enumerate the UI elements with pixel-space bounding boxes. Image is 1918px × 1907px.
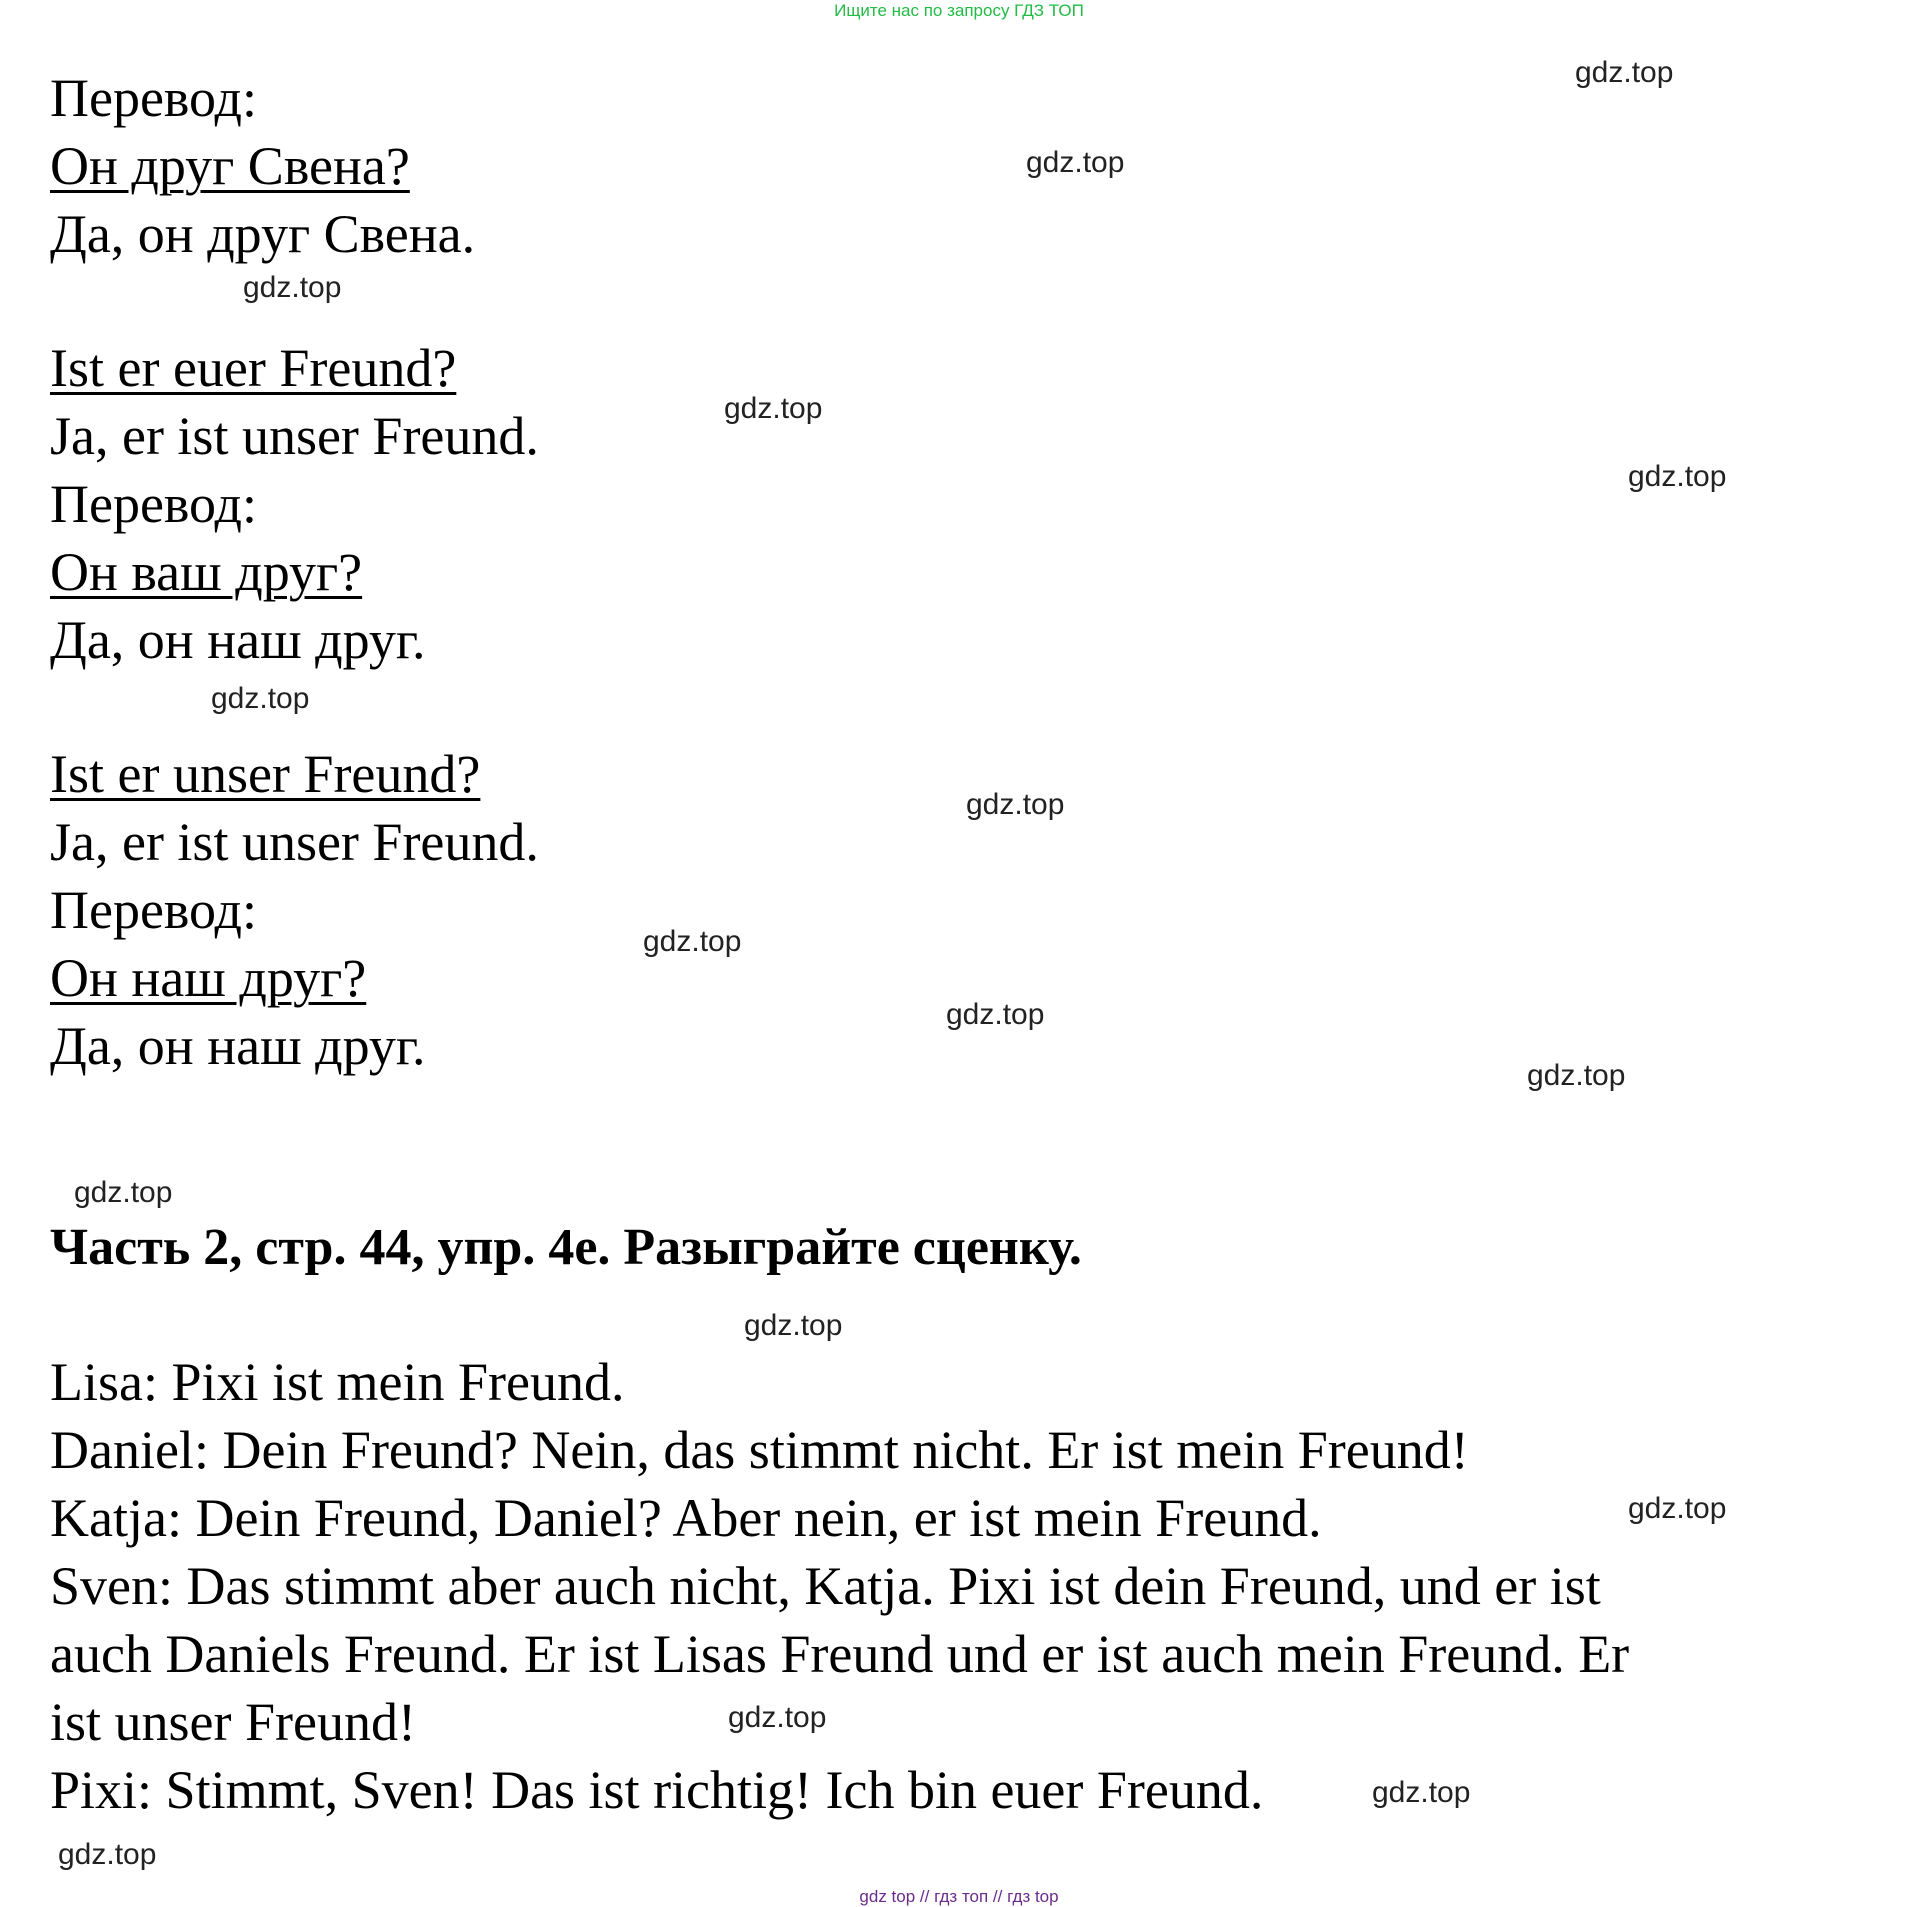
block3-label: Перевод: (50, 880, 257, 940)
top-banner: Ищите нас по запросу ГДЗ ТОП (834, 1, 1084, 20)
watermark: gdz.top (946, 998, 1045, 1031)
watermark: gdz.top (1628, 1492, 1727, 1525)
watermark: gdz.top (1527, 1059, 1626, 1092)
dialogue-line: Daniel: Dein Freund? Nein, das stimmt nicht. Er ist mein Freund! (50, 1420, 1469, 1480)
watermark: gdz.top (966, 788, 1065, 821)
watermark: gdz.top (58, 1838, 157, 1871)
watermark: gdz.top (1575, 56, 1674, 89)
watermark: gdz.top (724, 392, 823, 425)
dialogue-line: Lisa: Pixi ist mein Freund. (50, 1352, 625, 1412)
watermark: gdz.top (1372, 1776, 1471, 1809)
watermark: gdz.top (74, 1176, 173, 1209)
block3-translation-answer: Да, он наш друг. (50, 1016, 426, 1076)
dialogue-line: auch Daniels Freund. Er ist Lisas Freund und er ist auch mein Freund. Er (50, 1624, 1630, 1684)
block2-translation-question: Он ваш друг? (50, 542, 363, 602)
block1-question: Он друг Свена? (50, 136, 410, 196)
watermark: gdz.top (1628, 460, 1727, 493)
watermark: gdz.top (643, 925, 742, 958)
block3-translation-question: Он наш друг? (50, 948, 367, 1008)
block1-answer: Да, он друг Свена. (50, 204, 476, 264)
exercise-heading: Часть 2, стр. 44, упр. 4е. Разыграйте сценку. (50, 1219, 1082, 1276)
document-content (50, 64, 1870, 1824)
block2-question: Ist er euer Freund? (50, 338, 457, 398)
dialogue-line: Sven: Das stimmt aber auch nicht, Katja. Pixi ist dein Freund, und er ist (50, 1556, 1601, 1616)
block3-question: Ist er unser Freund? (50, 744, 481, 804)
dialogue-line: Katja: Dein Freund, Daniel? Aber nein, er ist mein Freund. (50, 1488, 1322, 1548)
dialogue-line: Pixi: Stimmt, Sven! Das ist richtig! Ich bin euer Freund. (50, 1760, 1264, 1820)
watermark: gdz.top (728, 1701, 827, 1734)
watermark: gdz.top (744, 1309, 843, 1342)
block2-translation-answer: Да, он наш друг. (50, 610, 426, 670)
watermark: gdz.top (1026, 146, 1125, 179)
watermark: gdz.top (243, 271, 342, 304)
block1-label: Перевод: (50, 68, 257, 128)
block2-label: Перевод: (50, 474, 257, 534)
watermark: gdz.top (211, 682, 310, 715)
footer-links: gdz top // гдз топ // гдз top (859, 1887, 1059, 1906)
block3-answer: Ja, er ist unser Freund. (50, 812, 539, 872)
block2-answer: Ja, er ist unser Freund. (50, 406, 539, 466)
dialogue-line: ist unser Freund! (50, 1692, 416, 1752)
